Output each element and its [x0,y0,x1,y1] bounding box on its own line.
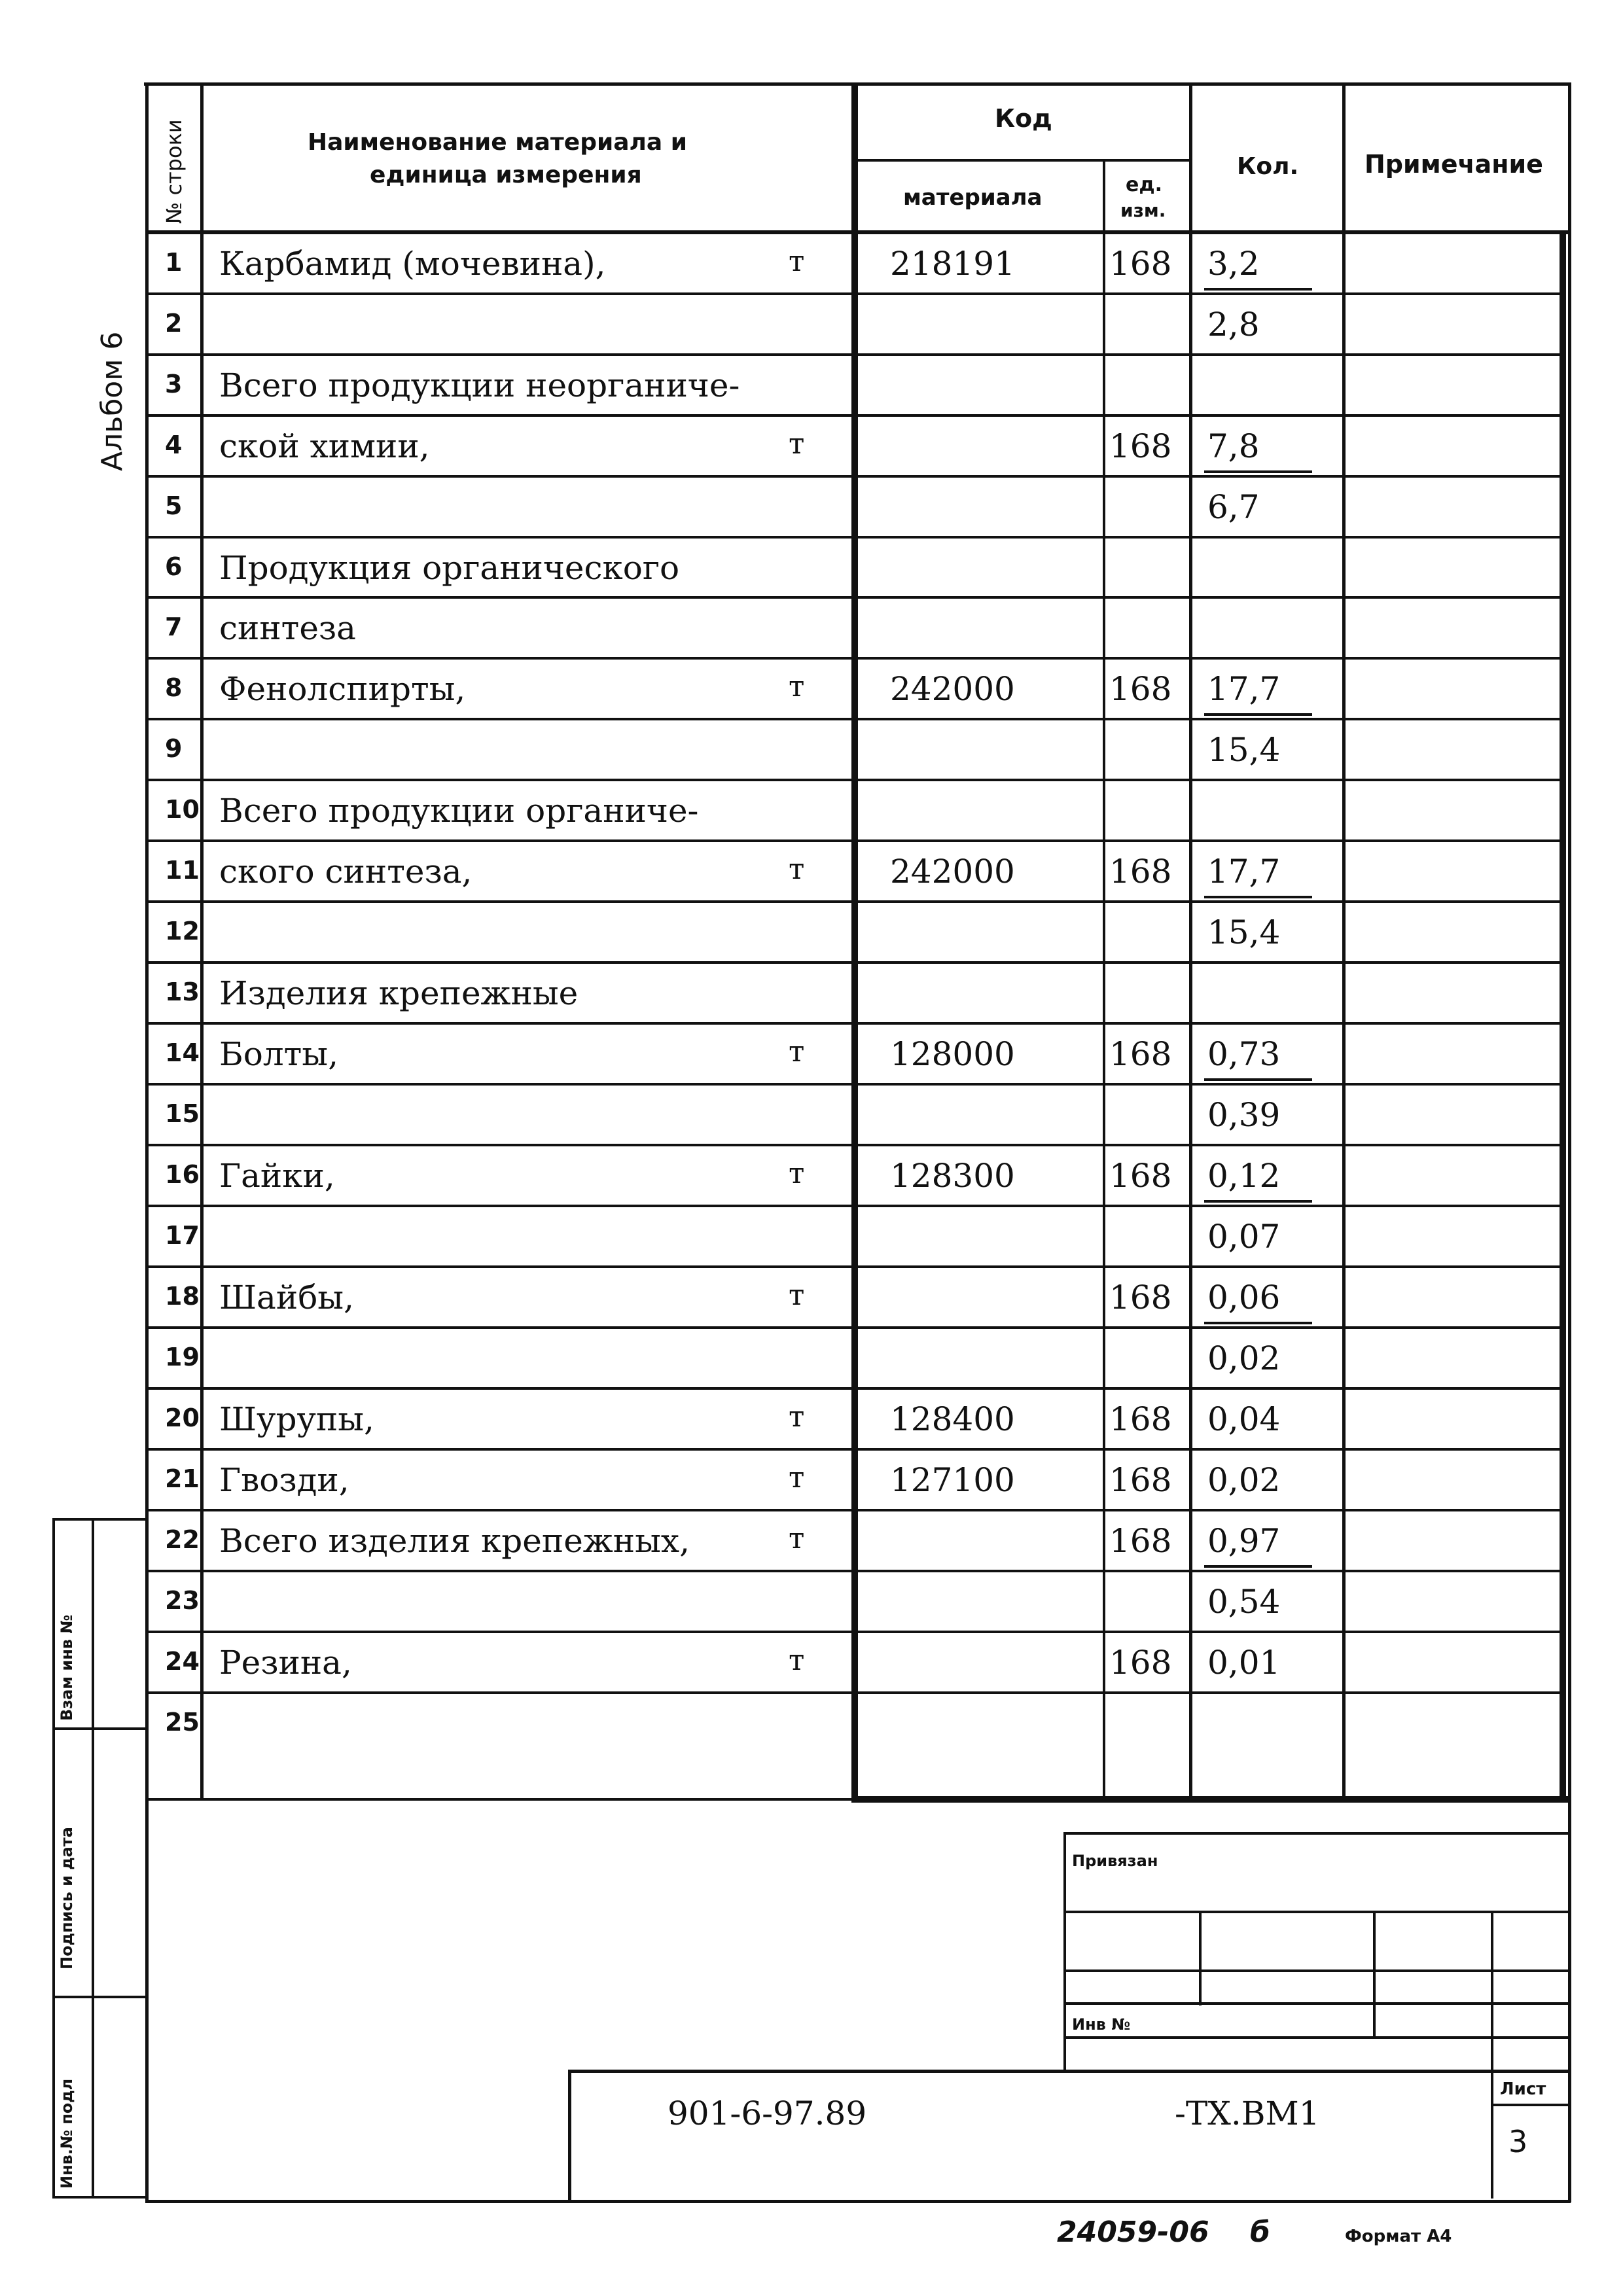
stamp-original-inv: Инв.№ подл [58,2078,76,2189]
row-divider [145,839,1564,842]
unit-code: 168 [1109,245,1172,283]
row-divider [145,596,1564,599]
quantity: 2,8 [1207,306,1260,344]
material-code: 218191 [890,245,1015,283]
row-number: 18 [165,1282,200,1311]
row-number: 8 [165,673,183,702]
quantity-underline [1204,713,1312,716]
unit: т [789,853,805,886]
row-divider [145,1265,1564,1268]
quantity: 0,02 [1207,1339,1281,1377]
material-name: Шурупы, [219,1400,374,1438]
header-name-line1: Наименование материала и [308,129,687,156]
quantity: 7,8 [1207,427,1260,465]
quantity: 0,12 [1207,1157,1281,1195]
unit-code: 168 [1109,670,1172,708]
row-number: 21 [165,1464,200,1493]
row-number: 13 [165,978,200,1006]
row-number: 1 [165,248,183,277]
quantity-underline [1204,896,1312,898]
unit-code: 168 [1109,1400,1172,1438]
quantity-underline [1204,1565,1312,1568]
unit: т [789,427,805,461]
header-code-unit-1: ед. [1126,173,1162,196]
material-name: Всего изделия крепежных, [219,1522,690,1560]
row-divider [145,1691,1564,1694]
format-label: Формат А4 [1345,2227,1452,2246]
material-name: Резина, [219,1644,352,1682]
material-name: Шайбы, [219,1279,354,1316]
row-divider [145,900,1564,903]
row-divider [145,1631,1564,1633]
document-suffix: -ТХ.ВМ1 [1175,2094,1320,2132]
bound-label: Привязан [1072,1852,1158,1870]
row-divider [145,292,1564,295]
row-divider [145,1448,1564,1451]
material-name: Болты, [219,1035,338,1073]
material-code: 128400 [890,1400,1015,1438]
material-name: Всего продукции неорганиче- [219,366,740,404]
row-divider [145,414,1564,417]
material-name: синтеза [219,609,356,647]
quantity-underline [1204,288,1312,291]
row-divider [145,657,1564,660]
row-number: 2 [165,309,183,338]
material-code: 242000 [890,670,1015,708]
quantity: 15,4 [1207,913,1281,951]
unit: т [789,1522,805,1555]
quantity: 0,54 [1207,1583,1281,1621]
header-qty: Кол. [1237,153,1299,180]
row-number: 4 [165,431,183,459]
row-number: 20 [165,1404,200,1432]
quantity: 15,4 [1207,731,1281,769]
unit: т [789,1644,805,1677]
header-note: Примечание [1364,150,1543,179]
document-number: 901-6-97.89 [668,2094,867,2132]
unit: т [789,245,805,278]
unit-code: 168 [1109,853,1172,891]
handwritten-mark: б [1250,2216,1270,2249]
row-number: 6 [165,552,183,581]
inv-label: Инв № [1072,2015,1131,2034]
row-number: 12 [165,917,200,945]
row-divider [145,1509,1564,1511]
unit-code: 168 [1109,1157,1172,1195]
unit-code: 168 [1109,1522,1172,1560]
material-code: 128300 [890,1157,1015,1195]
quantity: 0,02 [1207,1461,1281,1499]
unit: т [789,670,805,703]
row-number: 17 [165,1221,200,1250]
row-divider [145,1570,1564,1572]
quantity: 0,01 [1207,1644,1281,1682]
row-number: 15 [165,1099,200,1128]
unit: т [789,1035,805,1069]
unit-code: 168 [1109,1461,1172,1499]
quantity: 0,39 [1207,1096,1281,1134]
material-code: 242000 [890,853,1015,891]
unit: т [789,1400,805,1434]
row-divider [145,1205,1564,1207]
material-code: 128000 [890,1035,1015,1073]
row-number: 5 [165,491,183,520]
row-divider [145,1387,1564,1390]
row-divider [145,779,1564,781]
row-divider [145,1083,1564,1086]
row-divider [145,1326,1564,1329]
sheet-label: Лист [1500,2079,1546,2099]
header-name-line2: единица измерения [370,162,642,188]
row-divider [145,961,1564,964]
album-label: Альбом 6 [96,331,129,471]
material-name: ской химии, [219,427,430,465]
material-name: Продукция органического [219,549,680,587]
quantity: 0,73 [1207,1035,1281,1073]
stamp-signature-date: Подпись и дата [58,1827,76,1969]
row-divider [145,1022,1564,1025]
material-name: Карбамид (мочевина), [219,245,606,283]
row-number: 24 [165,1647,200,1676]
quantity: 0,97 [1207,1522,1281,1560]
handwritten-number: 24059-06 [1057,2216,1209,2249]
quantity-underline [1204,1078,1312,1081]
row-number: 11 [165,856,200,885]
row-divider [145,718,1564,720]
quantity: 6,7 [1207,488,1260,526]
row-divider [145,1144,1564,1146]
material-name: ского синтеза, [219,853,473,891]
unit-code: 168 [1109,1644,1172,1682]
material-name: Гвозди, [219,1461,349,1499]
row-number: 16 [165,1160,200,1189]
stamp-replaced-inv: Взам инв № [58,1614,76,1721]
header-code-material: материала [903,185,1043,211]
row-number: 23 [165,1586,200,1615]
material-name: Изделия крепежные [219,974,579,1012]
row-divider [145,475,1564,478]
material-name: Всего продукции органиче- [219,792,699,830]
row-divider [145,353,1564,356]
row-number: 9 [165,734,183,763]
unit-code: 168 [1109,1035,1172,1073]
material-code: 127100 [890,1461,1015,1499]
row-number: 10 [165,795,200,824]
material-name: Гайки, [219,1157,335,1195]
unit-code: 168 [1109,427,1172,465]
unit: т [789,1279,805,1312]
row-number: 22 [165,1525,200,1554]
unit: т [789,1157,805,1190]
quantity-underline [1204,1200,1312,1203]
quantity: 0,07 [1207,1218,1281,1256]
quantity-underline [1204,470,1312,473]
unit: т [789,1461,805,1494]
quantity: 17,7 [1207,670,1281,708]
row-divider [145,536,1564,539]
quantity-underline [1204,1322,1312,1324]
header-code-unit-2: изм. [1120,200,1166,221]
quantity: 17,7 [1207,853,1281,891]
row-number: 3 [165,370,183,398]
row-number: 19 [165,1343,200,1371]
sheet-number: 3 [1508,2124,1528,2159]
quantity: 0,06 [1207,1279,1281,1316]
material-name: Фенолспирты, [219,670,466,708]
row-number: 25 [165,1708,200,1737]
row-number: 7 [165,612,183,641]
quantity: 3,2 [1207,245,1260,283]
header-code: Код [995,104,1052,133]
row-number: 14 [165,1038,200,1067]
unit-code: 168 [1109,1279,1172,1316]
quantity: 0,04 [1207,1400,1281,1438]
header-row-number: № строки [162,119,187,224]
